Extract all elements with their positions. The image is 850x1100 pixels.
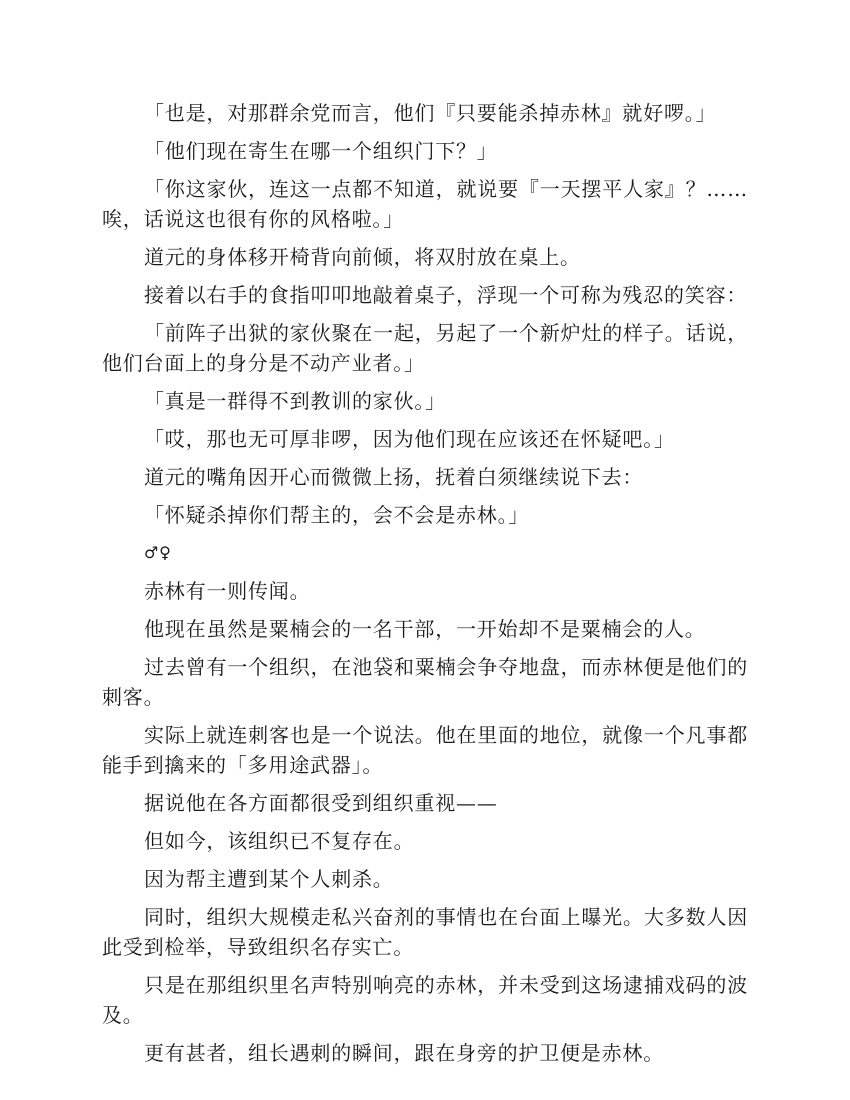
paragraph: 「也是，对那群余党而言，他们『只要能杀掉赤林』就好啰。」 bbox=[144, 101, 717, 125]
paragraph: 道元的身体移开椅背向前倾，将双肘放在桌上。 bbox=[144, 245, 581, 269]
paragraph: 只是在那组织里名声特别响亮的赤林，并未受到这场逮捕戏码的波及。 bbox=[102, 973, 748, 1027]
paragraph: 接着以右手的食指叩叩地敲着桌子，浮现一个可称为残忍的笑容： bbox=[144, 283, 748, 307]
paragraph: 因为帮主遭到某个人刺杀。 bbox=[144, 867, 394, 891]
paragraph: 「你这家伙，连这一点都不知道，就说要『一天摆平人家』？……唉，话说这也很有你的风格啦。」 bbox=[102, 177, 748, 231]
paragraph: 「前阵子出狱的家伙聚在一起，另起了一个新炉灶的样子。话说，他们台面上的身分是不动产业者。」 bbox=[102, 321, 748, 375]
paragraph: 但如今，该组织已不复存在。 bbox=[144, 829, 415, 853]
paragraph: 他现在虽然是粟楠会的一名干部，一开始却不是粟楠会的人。 bbox=[144, 617, 706, 641]
paragraph: 「哎，那也无可厚非啰，因为他们现在应该还在怀疑吧。」 bbox=[144, 427, 675, 451]
paragraph: 更有甚者，组长遇刺的瞬间，跟在身旁的护卫便是赤林。 bbox=[144, 1041, 664, 1065]
body-text bbox=[102, 98, 748, 1076]
paragraph: 过去曾有一个组织，在池袋和粟楠会争夺地盘，而赤林便是他们的刺客。 bbox=[102, 655, 748, 709]
paragraph: 「怀疑杀掉你们帮主的，会不会是赤林。」 bbox=[144, 503, 530, 527]
section-break-symbol: ♂♀ bbox=[144, 543, 172, 562]
paragraph: 「真是一群得不到教训的家伙。」 bbox=[144, 389, 446, 413]
paragraph: 道元的嘴角因开心而微微上扬，抚着白须继续说下去： bbox=[144, 465, 644, 489]
paragraph: 据说他在各方面都很受到组织重视—— bbox=[144, 791, 498, 815]
paragraph: 实际上就连刺客也是一个说法。他在里面的地位，就像一个凡事都能手到擒来的「多用途武器」。 bbox=[102, 723, 748, 777]
paragraph: 赤林有一则传闻。 bbox=[144, 579, 311, 603]
paragraph: 「他们现在寄生在哪一个组织门下？」 bbox=[144, 139, 498, 163]
paragraph: 同时，组织大规模走私兴奋剂的事情也在台面上曝光。大多数人因此受到检举，导致组织名存实亡。 bbox=[102, 905, 748, 959]
